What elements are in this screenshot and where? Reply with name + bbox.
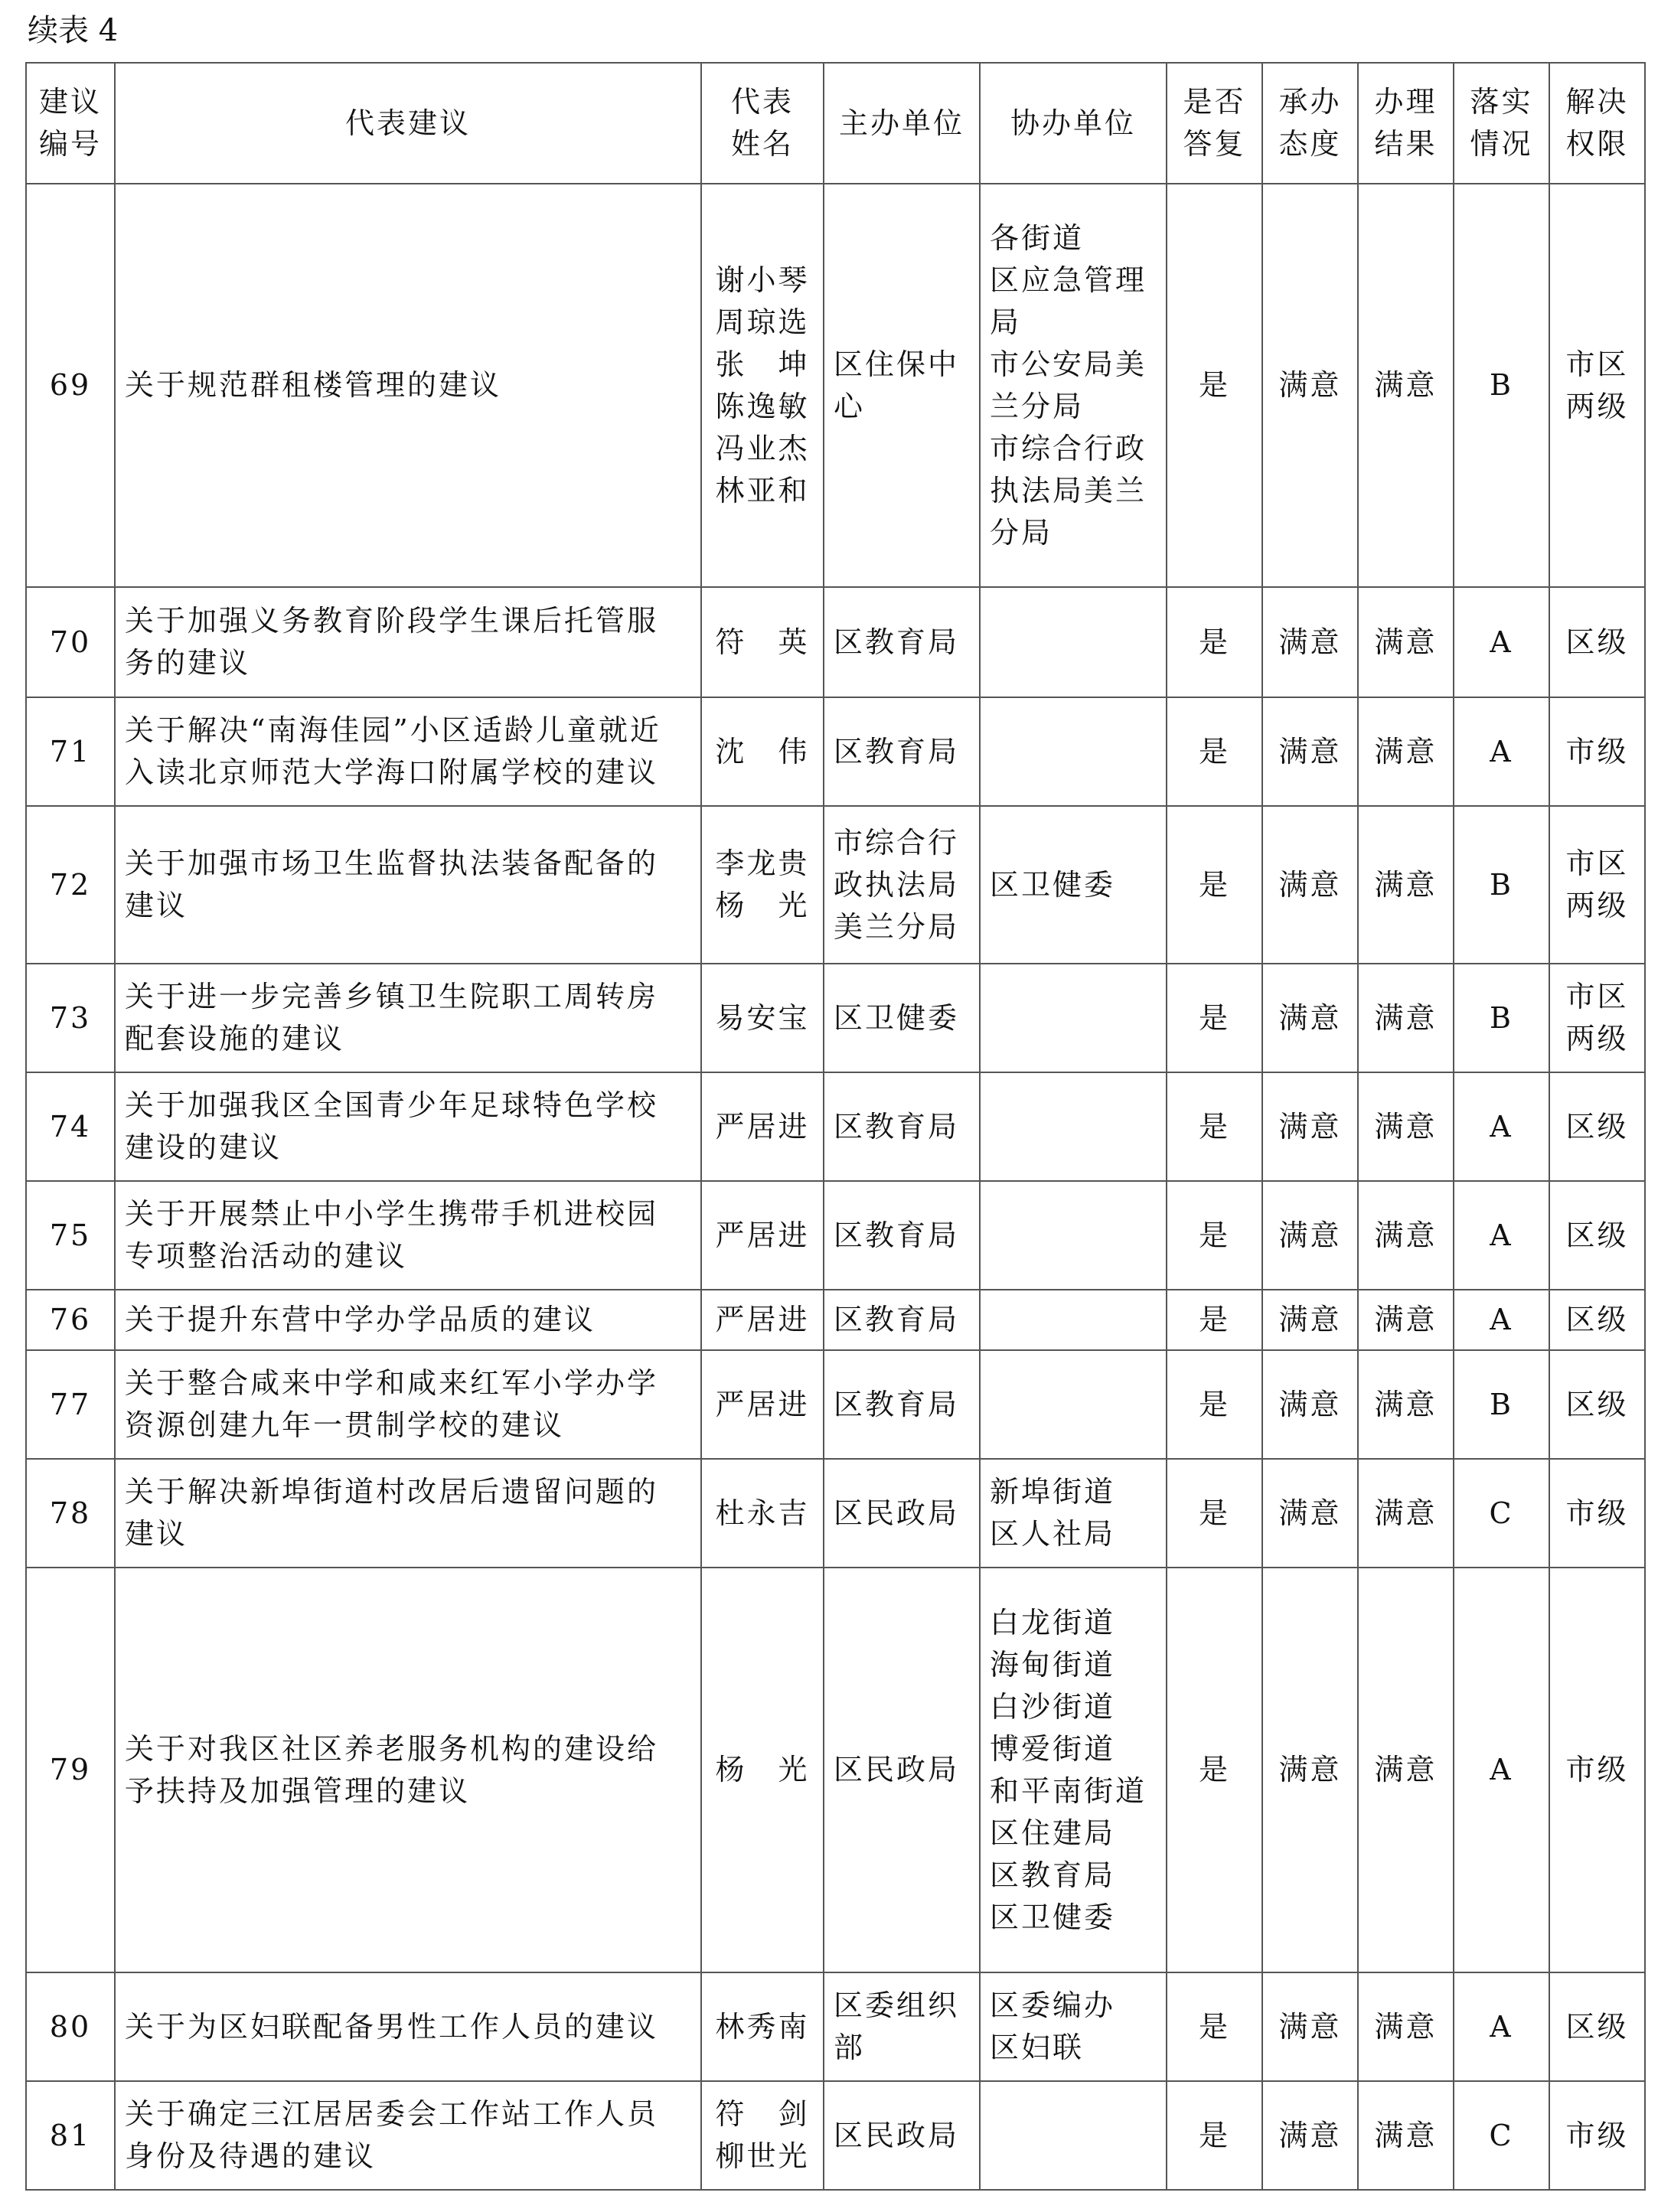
cell-reply: 是 <box>1167 184 1262 587</box>
cell-attitude: 满意 <box>1262 184 1358 587</box>
cell-attitude: 满意 <box>1262 1350 1358 1459</box>
cell-title: 关于提升东营中学办学品质的建议 <box>115 1290 701 1350</box>
cell-no: 81 <box>26 2081 115 2190</box>
cell-no: 80 <box>26 1972 115 2081</box>
cell-reply: 是 <box>1167 1072 1262 1181</box>
table-row <box>26 1568 1645 1972</box>
suggestions-table <box>25 62 1646 2191</box>
cell-result: 满意 <box>1358 1568 1454 1972</box>
cell-reply: 是 <box>1167 1181 1262 1290</box>
cell-host: 区教育局 <box>824 587 980 697</box>
cell-title: 关于解决“南海佳园”小区适龄儿童就近 入读北京师范大学海口附属学校的建议 <box>115 697 701 806</box>
cell-result: 满意 <box>1358 1072 1454 1181</box>
cell-title: 关于解决新埠街道村改居后遗留问题的 建议 <box>115 1459 701 1568</box>
cell-title: 关于开展禁止中小学生携带手机进校园 专项整治活动的建议 <box>115 1181 701 1290</box>
cell-impl: A <box>1454 1568 1549 1972</box>
cell-names: 严居进 <box>701 1290 824 1350</box>
cell-names: 严居进 <box>701 1072 824 1181</box>
cell-host: 区委组织 部 <box>824 1972 980 2081</box>
cell-result: 满意 <box>1358 1459 1454 1568</box>
cell-co <box>980 587 1167 697</box>
cell-co <box>980 1290 1167 1350</box>
header-scope: 解决 权限 <box>1549 63 1645 184</box>
cell-result: 满意 <box>1358 587 1454 697</box>
cell-co <box>980 1072 1167 1181</box>
cell-reply: 是 <box>1167 1568 1262 1972</box>
table-row <box>26 1181 1645 1290</box>
cell-reply: 是 <box>1167 587 1262 697</box>
cell-names: 杜永吉 <box>701 1459 824 1568</box>
cell-scope: 区级 <box>1549 1350 1645 1459</box>
table-row <box>26 806 1645 964</box>
cell-result: 满意 <box>1358 964 1454 1072</box>
table-row <box>26 1072 1645 1181</box>
cell-result: 满意 <box>1358 1181 1454 1290</box>
cell-host: 市综合行 政执法局 美兰分局 <box>824 806 980 964</box>
cell-scope: 市区 两级 <box>1549 184 1645 587</box>
cell-scope: 区级 <box>1549 587 1645 697</box>
cell-result: 满意 <box>1358 1972 1454 2081</box>
cell-no: 69 <box>26 184 115 587</box>
cell-host: 区教育局 <box>824 1290 980 1350</box>
cell-scope: 区级 <box>1549 1072 1645 1181</box>
cell-result: 满意 <box>1358 1290 1454 1350</box>
cell-title: 关于加强市场卫生监督执法装备配备的 建议 <box>115 806 701 964</box>
cell-attitude: 满意 <box>1262 1072 1358 1181</box>
cell-impl: B <box>1454 964 1549 1072</box>
cell-attitude: 满意 <box>1262 1181 1358 1290</box>
table-row <box>26 1350 1645 1459</box>
cell-co: 新埠街道 区人社局 <box>980 1459 1167 1568</box>
cell-names: 李龙贵 杨 光 <box>701 806 824 964</box>
header-names: 代表 姓名 <box>701 63 824 184</box>
cell-result: 满意 <box>1358 806 1454 964</box>
cell-host: 区教育局 <box>824 697 980 806</box>
table-row <box>26 1972 1645 2081</box>
cell-no: 71 <box>26 697 115 806</box>
cell-title: 关于整合咸来中学和咸来红军小学办学 资源创建九年一贯制学校的建议 <box>115 1350 701 1459</box>
cell-no: 73 <box>26 964 115 1072</box>
cell-result: 满意 <box>1358 697 1454 806</box>
cell-scope: 市级 <box>1549 1459 1645 1568</box>
cell-reply: 是 <box>1167 1290 1262 1350</box>
cell-host: 区教育局 <box>824 1181 980 1290</box>
cell-scope: 市区 两级 <box>1549 806 1645 964</box>
cell-reply: 是 <box>1167 1972 1262 2081</box>
cell-result: 满意 <box>1358 1350 1454 1459</box>
cell-reply: 是 <box>1167 964 1262 1072</box>
cell-host: 区民政局 <box>824 2081 980 2190</box>
header-row <box>26 63 1645 184</box>
cell-scope: 区级 <box>1549 1290 1645 1350</box>
cell-host: 区民政局 <box>824 1459 980 1568</box>
cell-names: 符 英 <box>701 587 824 697</box>
cell-impl: A <box>1454 1181 1549 1290</box>
cell-impl: C <box>1454 2081 1549 2190</box>
cell-title: 关于进一步完善乡镇卫生院职工周转房 配套设施的建议 <box>115 964 701 1072</box>
cell-attitude: 满意 <box>1262 1290 1358 1350</box>
table-row <box>26 964 1645 1072</box>
cell-impl: A <box>1454 1290 1549 1350</box>
cell-names: 严居进 <box>701 1350 824 1459</box>
cell-impl: A <box>1454 587 1549 697</box>
cell-attitude: 满意 <box>1262 2081 1358 2190</box>
cell-co: 各街道 区应急管理 局 市公安局美 兰分局 市综合行政 执法局美兰 分局 <box>980 184 1167 587</box>
cell-reply: 是 <box>1167 1459 1262 1568</box>
cell-host: 区卫健委 <box>824 964 980 1072</box>
cell-title: 关于对我区社区养老服务机构的建设给 予扶持及加强管理的建议 <box>115 1568 701 1972</box>
cell-attitude: 满意 <box>1262 1972 1358 2081</box>
table-row <box>26 1459 1645 1568</box>
cell-attitude: 满意 <box>1262 1568 1358 1972</box>
cell-host: 区住保中 心 <box>824 184 980 587</box>
cell-names: 易安宝 <box>701 964 824 1072</box>
cell-scope: 市区 两级 <box>1549 964 1645 1072</box>
cell-no: 70 <box>26 587 115 697</box>
table-row <box>26 1290 1645 1350</box>
cell-co <box>980 1181 1167 1290</box>
cell-names: 林秀南 <box>701 1972 824 2081</box>
cell-title: 关于确定三江居居委会工作站工作人员 身份及待遇的建议 <box>115 2081 701 2190</box>
cell-no: 76 <box>26 1290 115 1350</box>
cell-title: 关于规范群租楼管理的建议 <box>115 184 701 587</box>
cell-names: 谢小琴 周琼选 张 坤 陈逸敏 冯业杰 林亚和 <box>701 184 824 587</box>
cell-title: 关于为区妇联配备男性工作人员的建议 <box>115 1972 701 2081</box>
cell-impl: B <box>1454 1350 1549 1459</box>
cell-attitude: 满意 <box>1262 1459 1358 1568</box>
cell-title: 关于加强我区全国青少年足球特色学校 建设的建议 <box>115 1072 701 1181</box>
cell-reply: 是 <box>1167 806 1262 964</box>
cell-result: 满意 <box>1358 2081 1454 2190</box>
cell-result: 满意 <box>1358 184 1454 587</box>
cell-no: 74 <box>26 1072 115 1181</box>
header-host: 主办单位 <box>824 63 980 184</box>
cell-scope: 市级 <box>1549 1568 1645 1972</box>
cell-no: 77 <box>26 1350 115 1459</box>
cell-attitude: 满意 <box>1262 697 1358 806</box>
cell-no: 72 <box>26 806 115 964</box>
cell-co <box>980 2081 1167 2190</box>
cell-names: 严居进 <box>701 1181 824 1290</box>
cell-no: 79 <box>26 1568 115 1972</box>
cell-host: 区教育局 <box>824 1072 980 1181</box>
cell-impl: B <box>1454 184 1549 587</box>
cell-scope: 市级 <box>1549 2081 1645 2190</box>
cell-co: 区委编办 区妇联 <box>980 1972 1167 2081</box>
table-row <box>26 2081 1645 2190</box>
cell-scope: 区级 <box>1549 1972 1645 2081</box>
cell-impl: B <box>1454 806 1549 964</box>
table-row <box>26 587 1645 697</box>
cell-reply: 是 <box>1167 697 1262 806</box>
cell-co: 区卫健委 <box>980 806 1167 964</box>
cell-attitude: 满意 <box>1262 806 1358 964</box>
header-reply: 是否 答复 <box>1167 63 1262 184</box>
header-co: 协办单位 <box>980 63 1167 184</box>
cell-names: 沈 伟 <box>701 697 824 806</box>
header-title: 代表建议 <box>115 63 701 184</box>
cell-host: 区教育局 <box>824 1350 980 1459</box>
header-no: 建议 编号 <box>26 63 115 184</box>
cell-no: 78 <box>26 1459 115 1568</box>
table-row <box>26 184 1645 587</box>
header-result: 办理 结果 <box>1358 63 1454 184</box>
table-caption: 续表 4 <box>28 13 119 48</box>
cell-names: 符 剑 柳世光 <box>701 2081 824 2190</box>
cell-attitude: 满意 <box>1262 964 1358 1072</box>
cell-scope: 区级 <box>1549 1181 1645 1290</box>
table-row <box>26 697 1645 806</box>
cell-co <box>980 1350 1167 1459</box>
cell-attitude: 满意 <box>1262 587 1358 697</box>
cell-scope: 市级 <box>1549 697 1645 806</box>
cell-impl: C <box>1454 1459 1549 1568</box>
header-attitude: 承办 态度 <box>1262 63 1358 184</box>
cell-reply: 是 <box>1167 2081 1262 2190</box>
cell-co: 白龙街道 海甸街道 白沙街道 博爱街道 和平南街道 区住建局 区教育局 区卫健委 <box>980 1568 1167 1972</box>
cell-impl: A <box>1454 697 1549 806</box>
cell-co <box>980 964 1167 1072</box>
cell-names: 杨 光 <box>701 1568 824 1972</box>
cell-impl: A <box>1454 1072 1549 1181</box>
cell-reply: 是 <box>1167 1350 1262 1459</box>
cell-host: 区民政局 <box>824 1568 980 1972</box>
cell-impl: A <box>1454 1972 1549 2081</box>
header-impl: 落实 情况 <box>1454 63 1549 184</box>
cell-no: 75 <box>26 1181 115 1290</box>
cell-co <box>980 697 1167 806</box>
cell-title: 关于加强义务教育阶段学生课后托管服 务的建议 <box>115 587 701 697</box>
